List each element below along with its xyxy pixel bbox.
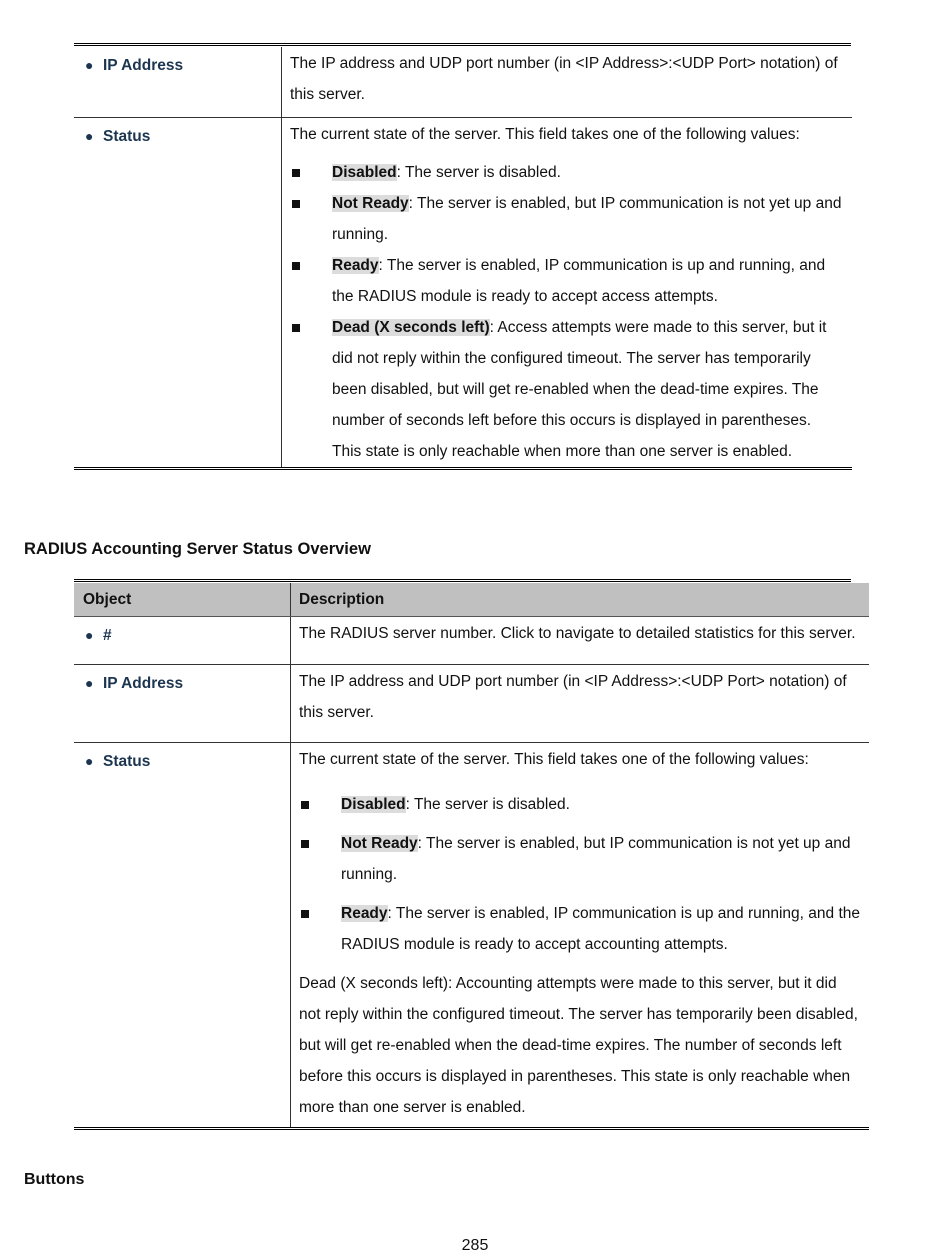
section-heading: RADIUS Accounting Server Status Overview xyxy=(24,540,371,558)
list-item xyxy=(290,312,844,467)
term-text: : The server is enabled, IP communication is up and running, and the RADIUS module is ready to accept access attempts. xyxy=(332,257,826,305)
description-text: The RADIUS server number. Click to navigate to detailed statistics for this server. xyxy=(299,625,856,642)
square-bullet-icon xyxy=(301,840,309,848)
list-item xyxy=(290,157,844,188)
term-label: Disabled xyxy=(341,796,406,813)
square-bullet-icon xyxy=(292,169,300,177)
list-item xyxy=(290,188,844,250)
term-label: Not Ready xyxy=(341,835,418,852)
table2 xyxy=(74,583,869,1130)
table2-top-rule xyxy=(74,579,851,582)
page-number: 285 xyxy=(461,1237,489,1254)
description-intro: The current state of the server. This field takes one of the following values: xyxy=(290,126,800,143)
bullet-icon: ● xyxy=(85,675,94,691)
square-bullet-icon xyxy=(292,200,300,208)
square-bullet-icon xyxy=(292,262,300,270)
description-cell xyxy=(282,47,853,118)
description-text: The IP address and UDP port number (in <IP Address>:<UDP Port> notation) of this server. xyxy=(299,673,847,721)
bullet-icon: ● xyxy=(85,128,94,144)
bullet-icon: ● xyxy=(85,57,94,73)
bullet-icon: ● xyxy=(85,753,94,769)
list-item xyxy=(299,898,861,960)
term-text: : The server is disabled. xyxy=(396,164,561,181)
table-row xyxy=(74,47,852,118)
object-label: # xyxy=(103,627,112,644)
description-intro: The current state of the server. This field takes one of the following values: xyxy=(299,751,809,768)
object-cell xyxy=(74,665,291,743)
term-text: : The server is disabled. xyxy=(405,796,570,813)
term-label: Ready xyxy=(341,905,388,922)
table-row xyxy=(74,743,869,1129)
term-label: Not Ready xyxy=(332,195,409,212)
buttons-heading: Buttons xyxy=(24,1171,85,1188)
table1 xyxy=(74,47,852,470)
object-cell xyxy=(74,617,291,665)
list-item xyxy=(299,828,861,890)
header-description: Description xyxy=(291,583,870,617)
list-item xyxy=(299,789,861,820)
object-label: IP Address xyxy=(103,57,184,74)
description-cell xyxy=(291,743,870,1129)
object-label: IP Address xyxy=(103,675,184,692)
list-item xyxy=(290,250,844,312)
table1-top-rule xyxy=(74,43,851,46)
object-cell xyxy=(74,118,282,469)
status-values-list xyxy=(299,789,861,960)
term-label: Ready xyxy=(332,257,379,274)
square-bullet-icon xyxy=(292,324,300,332)
table-row xyxy=(74,665,869,743)
table-row xyxy=(74,617,869,665)
description-cell xyxy=(282,118,853,469)
term-label: Disabled xyxy=(332,164,397,181)
description-text: The IP address and UDP port number (in <IP Address>:<UDP Port> notation) of this server. xyxy=(290,55,838,103)
status-values-list xyxy=(290,157,844,467)
table-header-row xyxy=(74,583,869,617)
description-trailing: Dead (X seconds left): Accounting attempts were made to this server, but it did not reply within the configured timeout. The server has temporarily been disabled, but will get re-enabled when the dead-time expires. The number of seconds left before this occurs is displayed in parentheses. This state is only reachable when more than one server is enabled. xyxy=(299,975,858,1116)
square-bullet-icon xyxy=(301,910,309,918)
term-label: Dead (X seconds left) xyxy=(332,319,490,336)
object-label: Status xyxy=(103,753,151,770)
object-cell xyxy=(74,743,291,1129)
description-cell xyxy=(291,617,870,665)
term-text: : The server is enabled, but IP communication is not yet up and running. xyxy=(332,195,842,243)
table-row xyxy=(74,118,852,469)
header-object: Object xyxy=(74,583,291,617)
description-cell xyxy=(291,665,870,743)
term-text: : The server is enabled, IP communication is up and running, and the RADIUS module is ready to accept accounting attempts. xyxy=(341,905,860,953)
term-text: : Access attempts were made to this server, but it did not reply within the configured timeout. The server has temporarily been disabled, but will get re-enabled when the dead-time expires. The number of seconds left before this occurs is displayed in parentheses. This state is only reachable when more than one server is enabled. xyxy=(332,319,827,460)
term-text: : The server is enabled, but IP communication is not yet up and running. xyxy=(341,835,851,883)
object-cell xyxy=(74,47,282,118)
bullet-icon: ● xyxy=(85,627,94,643)
square-bullet-icon xyxy=(301,801,309,809)
object-label: Status xyxy=(103,128,151,145)
